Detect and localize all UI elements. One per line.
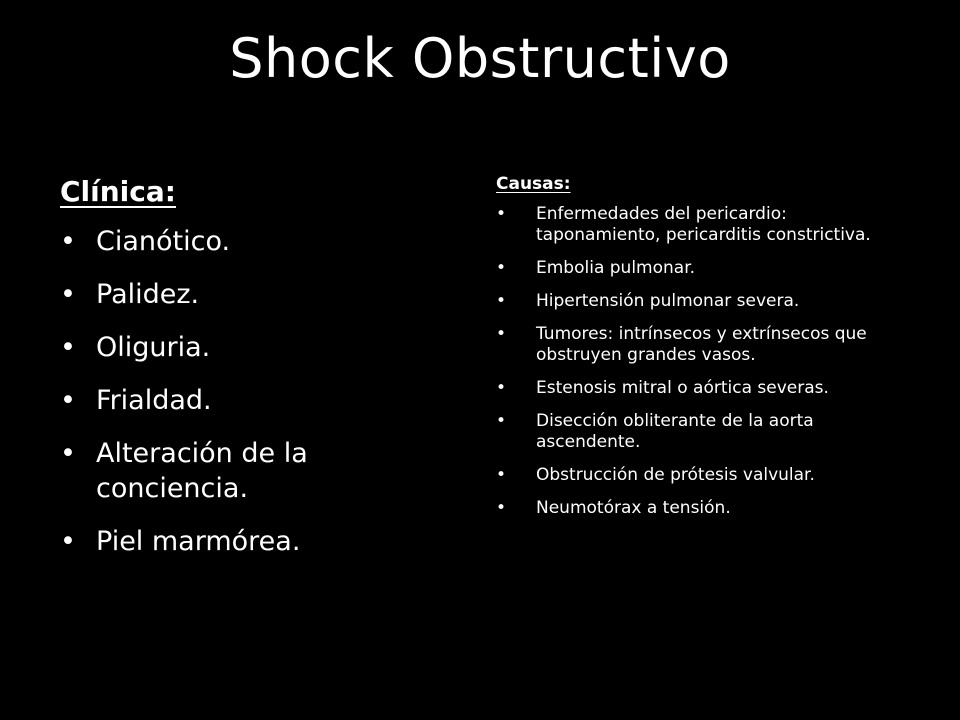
list-item — [496, 258, 916, 279]
clinica-item-text: Oliguria. — [96, 332, 211, 363]
bullet-icon: • — [496, 258, 507, 278]
bullet-icon: • — [60, 226, 76, 257]
clinica-list — [60, 224, 390, 559]
clinica-item-text: Palidez. — [96, 279, 200, 310]
causas-heading: Causas: — [496, 174, 571, 194]
list-item — [496, 411, 916, 453]
list-item — [496, 498, 916, 519]
bullet-icon: • — [496, 324, 507, 344]
causas-list — [496, 204, 916, 519]
list-item — [60, 277, 390, 312]
list-item — [60, 330, 390, 365]
clinica-item-text: Piel marmórea. — [96, 526, 301, 557]
bullet-icon: • — [60, 332, 76, 363]
list-item — [60, 383, 390, 418]
causas-item-text: Enfermedades del pericardio: taponamiento, pericarditis constrictiva. — [536, 204, 871, 245]
bullet-icon: • — [60, 385, 76, 416]
bullet-icon: • — [496, 465, 507, 485]
list-item — [496, 291, 916, 312]
bullet-icon: • — [496, 204, 507, 224]
clinica-heading: Clínica: — [60, 175, 176, 208]
bullet-icon: • — [60, 279, 76, 310]
causas-item-text: Obstrucción de prótesis valvular. — [536, 465, 815, 485]
causas-item-text: Neumotórax a tensión. — [536, 498, 731, 518]
list-item — [496, 324, 916, 366]
list-item — [496, 378, 916, 399]
causas-item-text: Disección obliterante de la aorta ascendente. — [536, 411, 814, 452]
bullet-icon: • — [60, 526, 76, 557]
clinica-item-text: Alteración de la conciencia. — [96, 438, 308, 504]
list-item — [60, 224, 390, 259]
bullet-icon: • — [496, 498, 507, 518]
list-item — [60, 524, 390, 559]
clinica-item-text: Cianótico. — [96, 226, 231, 257]
slide-title: Shock Obstructivo — [229, 27, 731, 90]
causas-item-text: Tumores: intrínsecos y extrínsecos que obstruyen grandes vasos. — [536, 324, 867, 365]
bullet-icon: • — [60, 438, 76, 469]
causas-item-text: Embolia pulmonar. — [536, 258, 696, 278]
list-item — [60, 436, 390, 506]
bullet-icon: • — [496, 378, 507, 398]
causas-item-text: Hipertensión pulmonar severa. — [536, 291, 800, 311]
causas-section — [496, 172, 916, 531]
title-bar — [0, 0, 960, 118]
list-item — [496, 465, 916, 486]
causas-item-text: Estenosis mitral o aórtica severas. — [536, 378, 829, 398]
clinica-section — [60, 172, 390, 577]
list-item — [496, 204, 916, 246]
bullet-icon: • — [496, 291, 507, 311]
clinica-item-text: Frialdad. — [96, 385, 212, 416]
bullet-icon: • — [496, 411, 507, 431]
